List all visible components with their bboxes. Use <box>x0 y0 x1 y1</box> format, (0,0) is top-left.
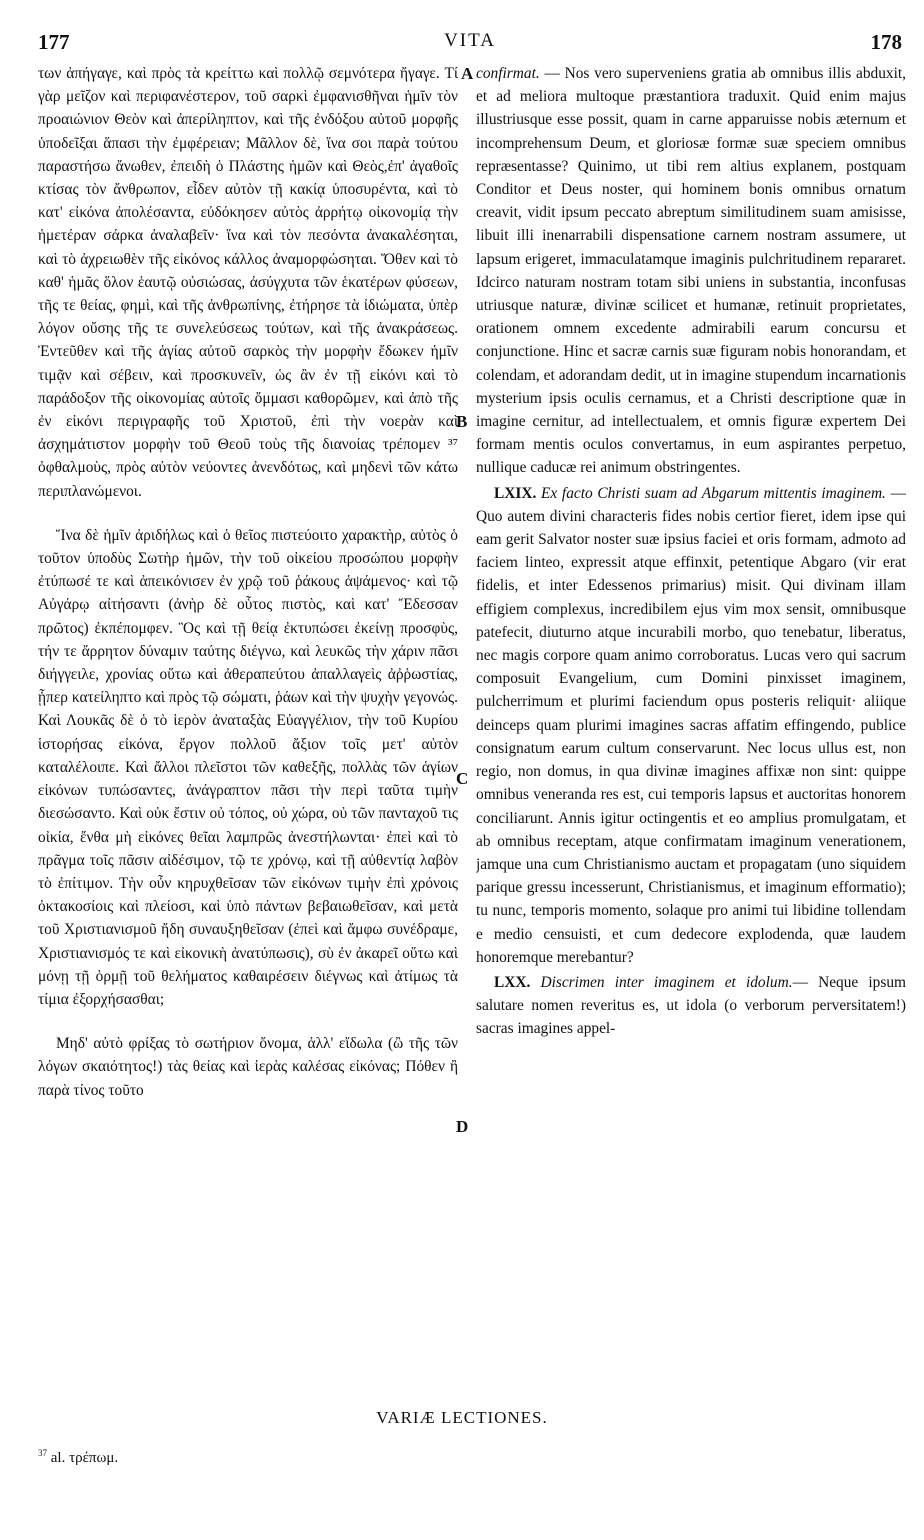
footnote-number: 37 <box>38 1448 47 1458</box>
page-header <box>38 30 902 64</box>
latin-section-69 <box>476 482 906 969</box>
margin-letter-d: D <box>456 1117 469 1136</box>
section-69-number: LXIX. <box>494 484 537 502</box>
footnote <box>38 1448 118 1467</box>
right-page-number: 178 <box>870 30 902 54</box>
greek-paragraph-2: Ἵνα δὲ ἡμῖν ἀριδήλως καὶ ὁ θεῖος πιστεύοιτο χαρακτὴρ, αὐτὸς ὁ τοῦτον ὑποδὺς Σωτὴρ ἡμῶν, τὴν τοῦ οἰκείου προσώπου μορφὴν ἐτύπωσέ τε καὶ ἀπεικόνισεν ἐν χρῷ τοῦ ῥάκους ἁψάμενος· καὶ τῷ Αὐγάρῳ αἰτήσαντι (ἀνὴρ δὲ οὗτος πιστὸς, καὶ κατ' Ἔδεσσαν πρῶτος) ἐκπέπομφεν. Ὃς καὶ τῇ θείᾳ ἐκτυπώσει ἐκείνῃ προσφὺς, τήν τε ἄρρητον δύναμιν ταύτης διέγνω, καὶ λευκῶς τὴν χάριν πᾶσι διήγγειλε, χρονίας οὕτω καὶ ἀθεραπεύτου ἀπαλλαγεὶς ἀῤῥωστίας, ᾗπερ κατείληπτο καὶ πρὸς τῷ σώματι, ῥάων καὶ τὴν ψυχὴν γεγονώς. Καὶ Λουκᾶς δὲ ὁ τὸ ἱερὸν ἀναταξὰς Εὐαγγέλιον, τὴν τοῦ Κυρίου ἱστορήσας εἰκόνα, ἔργον πολλοῦ ἄξιον τοῖς μετ' αὐτὸν καταλέλοιπε. Καὶ ἄλλοι πλεῖστοι τῶν καθεξῆς, πολλὰς τῶν ἁγίων εἰκόνων τυπώσαντες, ἀνάγραπτον πᾶσι τὴν περὶ ταῦτα τιμὴν διεσώσαντο. Καὶ οὐκ ἔστιν οὐ τόπος, οὐ χώρα, οὐ τῶν πανταχοῦ τις οἰκία, ἔνθα μὴ εἰκόνες θεῖαι λαμπρῶς ἀνεστήλωνται· ἐπεὶ καὶ τὸ πρᾶγμα τοῖς πᾶσιν αἰδέσιμον, τῷ τε χρόνῳ, καὶ τῇ αὐθεντίᾳ λαβὸν τὸ ἐπίτιμον. Τὴν οὖν κηρυχθεῖσαν τῶν εἰκόνων τιμὴν ἐπὶ χρόνοις ὀκτακοσίοις καὶ πλείοσι, καὶ ὑπὸ πάντων βεβαιωθεῖσαν, καὶ μετὰ τοῦ Χριστιανισμοῦ ἤδη συναυξηθεῖσαν (ἐπεὶ καὶ ἄμφω συνέδραμε, Χριστιανισμός τε καὶ εἰκονικὴ ἀνατύπωσις), σὺ ἐν ἀκαρεῖ οὕτω καὶ μόνῃ τῇ ὁρμῇ τοῦ θελήματος καθαιρέσειν διέγνως καὶ ἀτίμως τὰ τίμια ἐξορχήσασθαι; <box>38 526 458 1008</box>
section-69-title: Ex facto Christi suam ad Abgarum mittentis imaginem. <box>541 484 886 502</box>
section-70-number: LXX. <box>494 973 531 991</box>
footnote-text: al. τρέπωμ. <box>50 1450 119 1466</box>
latin-section-70 <box>476 971 906 1041</box>
variae-lectiones-heading: VARIÆ LECTIONES. <box>376 1408 548 1427</box>
margin-letter-c: C <box>456 769 469 788</box>
left-page-number: 177 <box>38 30 70 54</box>
latin-lead-word: confirmat. <box>476 65 540 82</box>
greek-paragraph-3: Μηδ' αὐτὸ φρίξας τὸ σωτήριον ὄνομα, ἀλλ' εἴδωλα (ὢ τῆς τῶν λόγων σκαιότητος!) τὰς θείας καὶ ἱερὰς καλέσας εἰκόνας; Πόθεν ἢ παρὰ τίνος τοῦτο <box>38 1035 458 1099</box>
latin-paragraph-1 <box>476 62 906 480</box>
section-70-title: Discrimen inter imaginem et idolum. <box>540 973 793 991</box>
margin-letter-b: B <box>456 412 468 431</box>
latin-paragraph-1-text: — Nos vero superveniens gratia ab omnibus illis abduxit, et ad meliora multoque præstantiora traduxit. Quid enim majus illustriusque esse possit, quam in carne apparuisse nobis æternum et incomprehensum Deum, et gloriosæ formæ suæ speciem omnibus repræsentasse? Quinimo, ut tibi rem altius explanem, postquam Conditor et Deus noster, qui hominem bonis omnibus ornatum creavit, vidit ipsum peccato abreptum similitudinem suam amisisse, libuit illi inenarrabili dispensatione carnem nostram assumere, ut lapsum erigeret, immaculatamque imaginis pulchritudinem repararet. Idcirco naturam nostram totam sibi uniens in substantia, inconfusas utriusque naturæ, divinæ scilicet et humanæ, retinuit proprietates, orationem omnem excedente admirabili earum concursu et conjunctione. Hinc et sacræ carnis suæ figuram nobis honorandam, et colendam, et adorandam dedit, ut in imagine stupendum incarnationis mysterium ipsis oculis cernamus, et a Christi descriptione quæ in imagine cernitur, ad intellectualem, et omnis figuræ expertem Dei formam mentis oculos convertamus, in eum aspirantes perpetuo, nullique caducæ rei animum obstringentes. <box>476 65 906 477</box>
section-69-text: — Quo autem divini characteris fides nobis certior fieret, idem ipse qui eam gerit Salvator noster suæ ipsius faciei et oris formam, admoto ad faciem linteo, expressit atque effinxit, petentique Abgaro (vir erat fidelis, et inter Edessenos primarius) misit. Qui divinam illam effigiem complexus, incredibilem ejus vim mox sensit, omnibusque patefecit, diuturno atque incurabili morbo, quo tenebatur, liberatus, nec magis corpore quam animo corroboratus. Lucas vero qui sacrum composuit Evangelium, cum Domini pinxisset imaginem, pulcherrimum et plurimi faciendum opus posteris reliquit· aliique deinceps quam plurimi imagines sacras affatim effingendo, publice consignatum earum cultum conservarunt. Nec locus ullus est, non regio, non domus, in qua divinæ imagines affixæ non sint: quippe omnibus veneranda res est, cui temporis lapsus et auctoritas honorem conciliarunt. Annis igitur octingentis et eo amplius promulgatam, et ab omnibus receptam, atque confirmatam imaginum venerationem, jamque una cum Christianismo auctam et propagatam (uno siquidem parique gressu incesserunt, Christianismus, et imaginum efformatio); tu nunc, temporis momento, solaque pro animi tui libidine tollendam e medio censuisti, et cum dedecore explodenda, quæ laudem honoremque merebantur? <box>476 484 906 966</box>
latin-column <box>476 62 906 1407</box>
margin-letter-a: A <box>461 64 474 83</box>
running-title: VITA <box>444 30 496 51</box>
section-70-text: — Neque ipsum salutare nomen reveritus es, ut idola (o verborum perversitatem!) sacras imagines appel- <box>476 973 906 1038</box>
greek-column <box>38 62 458 1407</box>
greek-paragraph-1: των ἀπήγαγε, καὶ πρὸς τὰ κρείττω καὶ πολλῷ σεμνότερα ἤγαγε. Τί γὰρ μεῖζον καὶ περιφανέστερον, τοῦ σαρκὶ ἐμφανισθῆναι ἡμῖν τὸν προαιώνιον Θεὸν καὶ ἀπερίληπτον, καὶ τῆς ἐνδόξου αὐτοῦ μορφῆς ὑποδεῖξαι ἅπασι τὴν ἐμφέρειαν; Μᾶλλον δὲ, ἵνα σοι παρὰ τούτου παραστήσω ἄνωθεν, ἐπειδὴ ὁ Πλάστης ἡμῶν καὶ Θεὸς,ἐπ' ἀγαθοῖς κτίσας τὸν ἄνθρωπον, εἶδεν αὐτὸν τῇ κακίᾳ ὑποσυρέντα, καὶ τὸ κατ' εἰκόνα ἀπολέσαντα, εὐδόκησεν αὐτὸς ἀρρήτῳ οἰκονομίᾳ τὴν ἡμετέραν σάρκα ἀναλαβεῖν· ἵνα καὶ τὸν πεσόντα ἀνακαλέσηται, καὶ τὸ ἀχρειωθὲν τῆς εἰκόνος κάλλος ἀναμορφώσηται. Ὅθεν καὶ τὸ καθ' ἡμᾶς ὅλον ἑαυτῷ οὐσιώσας, ἀσύγχυτα τῶν ἑκατέρων φύσεων, τῆς τε θείας, φημὶ, καὶ τῆς ἀνθρωπίνης, ἐτήρησε τὰ ἰδιώματα, ὑπὲρ λόγον οὔσης τῆς τε συνελεύσεως τούτων, καὶ τῆς ἀνακράσεως. Ἐντεῦθεν καὶ τῆς ἁγίας αὐτοῦ σαρκὸς τὴν μορφὴν ἔδωκεν ἡμῖν τιμᾷν καὶ σέβειν, καὶ προσκυνεῖν, ὡς ἂν ἐν τῇ εἰκόνι καὶ τὸ παράδοξον τῆς οἰκονομίας αὐτοῖς ὄμμασι καθορῶμεν, καὶ ἀπὸ τῆς ἐν εἰκόνι περιγραφῆς τοῦ Χριστοῦ, ἐπὶ τὴν νοερὰν καὶ ἀσχημάτιστον μορφὴν τοῦ Θεοῦ τοὺς τῆς διανοίας τρέπομεν ³⁷ ὀφθαλμοὺς, πρὸς αὐτὸν νεύοντες ἀνενδότως, καὶ μηδενὶ τῶν κάτω περιπλανώμενοι. <box>38 65 458 500</box>
